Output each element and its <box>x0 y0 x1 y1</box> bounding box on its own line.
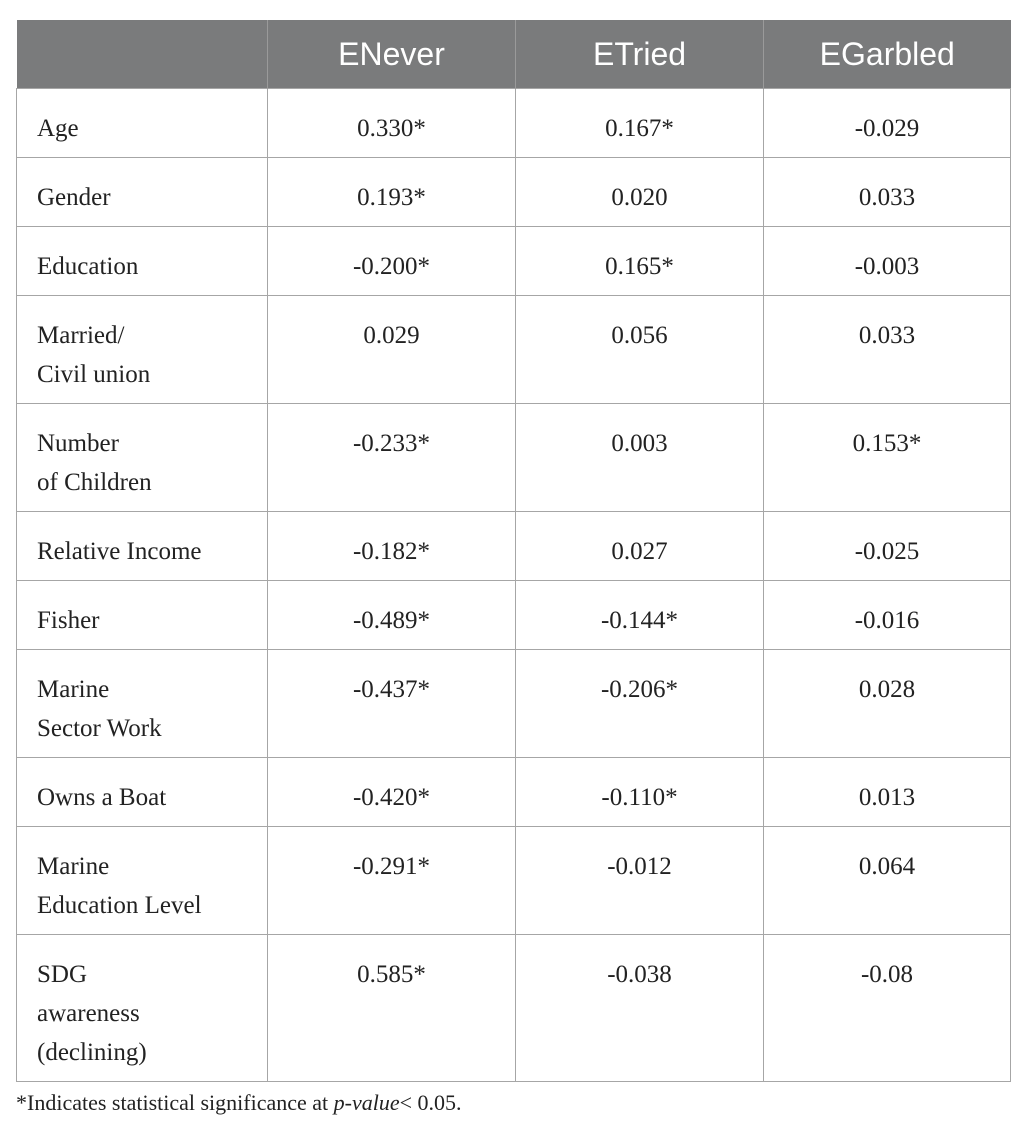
cell-enever: -0.489* <box>268 581 516 650</box>
row-label: Education <box>17 227 268 296</box>
header-row <box>17 20 1011 89</box>
cell-egarbled: -0.003 <box>764 227 1011 296</box>
row-label: Owns a Boat <box>17 758 268 827</box>
cell-egarbled: 0.033 <box>764 158 1011 227</box>
cell-enever: 0.029 <box>268 296 516 404</box>
cell-enever: -0.182* <box>268 512 516 581</box>
cell-egarbled: 0.028 <box>764 650 1011 758</box>
cell-etried: 0.165* <box>516 227 764 296</box>
cell-etried: -0.206* <box>516 650 764 758</box>
row-label: Number of Children <box>17 404 268 512</box>
cell-etried: -0.038 <box>516 935 764 1082</box>
cell-etried: 0.027 <box>516 512 764 581</box>
table-row <box>17 512 1011 581</box>
table-row <box>17 758 1011 827</box>
table-footnote <box>16 1090 462 1116</box>
cell-egarbled: -0.08 <box>764 935 1011 1082</box>
cell-etried: -0.012 <box>516 827 764 935</box>
cell-enever: -0.437* <box>268 650 516 758</box>
cell-etried: 0.056 <box>516 296 764 404</box>
table-row <box>17 581 1011 650</box>
row-label: Married/ Civil union <box>17 296 268 404</box>
row-label: Marine Sector Work <box>17 650 268 758</box>
row-label: Fisher <box>17 581 268 650</box>
header-cell-blank <box>17 20 268 89</box>
cell-enever: 0.330* <box>268 89 516 158</box>
cell-enever: 0.193* <box>268 158 516 227</box>
row-label: Age <box>17 89 268 158</box>
table-row <box>17 650 1011 758</box>
row-label: Gender <box>17 158 268 227</box>
table-row <box>17 227 1011 296</box>
cell-etried: 0.003 <box>516 404 764 512</box>
cell-egarbled: 0.033 <box>764 296 1011 404</box>
cell-etried: 0.167* <box>516 89 764 158</box>
footnote-suffix: < 0.05. <box>399 1090 462 1115</box>
header-cell-enever: ENever <box>268 20 516 89</box>
row-label: Relative Income <box>17 512 268 581</box>
cell-egarbled: 0.153* <box>764 404 1011 512</box>
cell-enever: -0.291* <box>268 827 516 935</box>
row-label: SDG awareness (declining) <box>17 935 268 1082</box>
table-row <box>17 827 1011 935</box>
cell-enever: -0.200* <box>268 227 516 296</box>
cell-enever: -0.420* <box>268 758 516 827</box>
row-label: Marine Education Level <box>17 827 268 935</box>
footnote-prefix: *Indicates statistical significance at <box>16 1090 334 1115</box>
cell-enever: 0.585* <box>268 935 516 1082</box>
cell-enever: -0.233* <box>268 404 516 512</box>
cell-egarbled: -0.016 <box>764 581 1011 650</box>
header-cell-etried: ETried <box>516 20 764 89</box>
table-row <box>17 404 1011 512</box>
table-body <box>17 89 1011 1082</box>
footnote-term: p-value <box>333 1090 400 1115</box>
cell-egarbled: 0.064 <box>764 827 1011 935</box>
table-row <box>17 158 1011 227</box>
table-row <box>17 935 1011 1082</box>
table-row <box>17 296 1011 404</box>
correlation-table <box>16 20 1011 1082</box>
cell-egarbled: 0.013 <box>764 758 1011 827</box>
table-row <box>17 89 1011 158</box>
cell-egarbled: -0.029 <box>764 89 1011 158</box>
cell-etried: -0.110* <box>516 758 764 827</box>
header-cell-egarbled: EGarbled <box>764 20 1011 89</box>
cell-etried: -0.144* <box>516 581 764 650</box>
cell-egarbled: -0.025 <box>764 512 1011 581</box>
table-header <box>17 20 1011 89</box>
cell-etried: 0.020 <box>516 158 764 227</box>
